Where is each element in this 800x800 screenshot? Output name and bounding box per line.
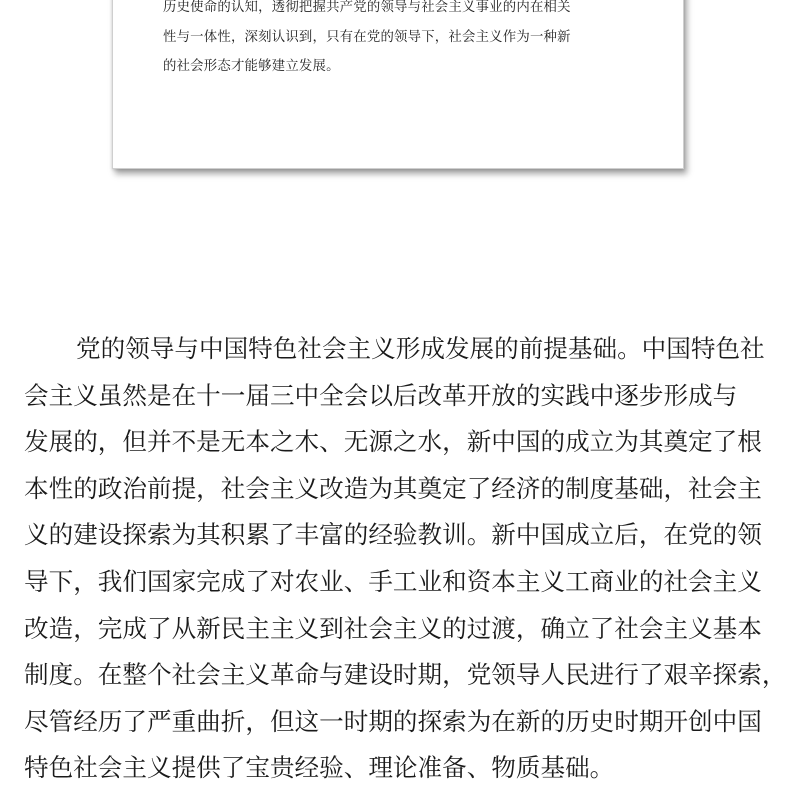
paragraph-line: 党的领导与中国特色社会主义形成发展的前提基础。中国特色社: [76, 334, 765, 363]
paragraph-line: 会主义虽然是在十一届三中全会以后改革开放的实践中逐步形成与: [24, 380, 738, 410]
paragraph-line: 改造，完成了从新民主主义到社会主义的过渡，确立了社会主义基本: [24, 613, 762, 643]
quote-line: 的社会形态才能够建立发展。: [163, 59, 340, 74]
paragraph-line: 发展的，但并不是无本之木、无源之水，新中国的成立为其奠定了根: [24, 427, 762, 457]
paragraph-line: 制度。在整个社会主义革命与建设时期，党领导人民进行了艰辛探索，: [24, 660, 787, 690]
quote-line: 历史使命的认知，透彻把握共产党的领导与社会主义事业的内在相关: [163, 0, 571, 15]
paragraph-line: 义的建设探索为其积累了丰富的经验教训。新中国成立后，在党的领: [24, 520, 762, 550]
paragraph-line: 尽管经历了严重曲折，但这一时期的探索为在新的历史时期开创中国: [24, 706, 762, 736]
quote-card-text: [163, 0, 643, 82]
quote-line: 性与一体性，深刻认识到，只有在党的领导下，社会主义作为一种新: [163, 29, 571, 45]
quote-card: [112, 0, 684, 169]
paragraph-line: 导下，我们国家完成了对农业、手工业和资本主义工商业的社会主义: [24, 566, 762, 596]
paragraph-line: 本性的政治前提，社会主义改造为其奠定了经济的制度基础，社会主: [24, 473, 762, 503]
article-paragraph: [24, 326, 787, 792]
paragraph-line: 特色社会主义提供了宝贵经验、理论准备、物质基础。: [24, 753, 615, 783]
